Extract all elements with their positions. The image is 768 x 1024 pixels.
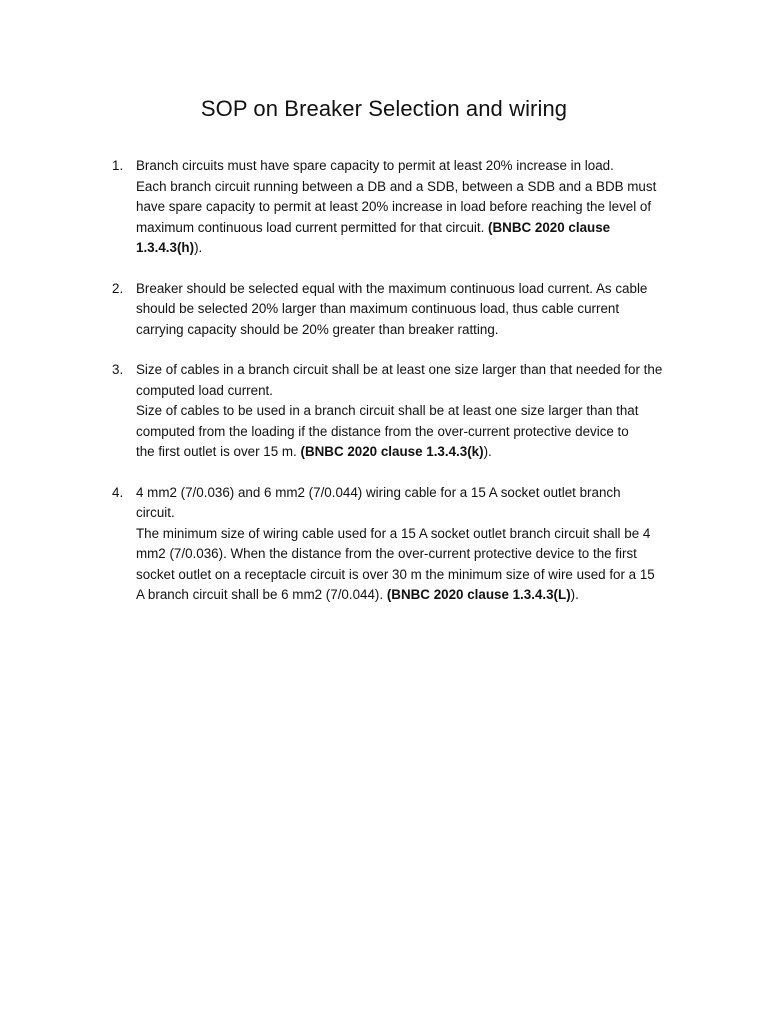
item-text-line: The minimum size of wiring cable used for a 15 A socket outlet branch circuit shall be 4: [136, 525, 651, 541]
item-text-line: [136, 442, 692, 463]
item-text-line: [136, 218, 692, 239]
item-text-line: computed load current.: [136, 382, 273, 398]
item-text-line: socket outlet on a receptacle circuit is over 30 m the minimum size of wire used for a 15: [136, 566, 655, 582]
item-text-line: 4 mm2 (7/0.036) and 6 mm2 (7/0.044) wiring cable for a 15 A socket outlet branch: [136, 484, 621, 500]
item-text-line: computed from the loading if the distance from the over-current protective device to: [136, 423, 629, 439]
item-text-line: Breaker should be selected equal with the maximum continuous load current. As cable: [136, 280, 648, 296]
page-title: SOP on Breaker Selection and wiring: [200, 96, 568, 121]
item-text-segment: maximum continuous load current permitted for that circuit.: [136, 219, 489, 235]
item-text-segment: ).: [194, 240, 203, 255]
list-item-2: [112, 279, 692, 341]
item-text-segment: ).: [570, 587, 579, 602]
item-text-line: Branch circuits must have spare capacity to permit at least 20% increase in load.: [136, 158, 614, 173]
sop-list: [112, 156, 692, 626]
item-text-line: circuit.: [136, 505, 175, 520]
item-text-line: Size of cables in a branch circuit shall be at least one size larger than that needed for the: [136, 362, 663, 377]
item-text-line: should be selected 20% larger than maximum continuous load, thus cable current: [136, 301, 620, 316]
item-text-line: have spare capacity to permit at least 20% increase in load before reaching the level of: [136, 199, 652, 214]
item-number: 4.: [112, 484, 124, 500]
item-text-segment: A branch circuit shall be 6 mm2 (7/0.044).: [136, 587, 387, 602]
item-text-line: Each branch circuit running between a DB and a SDB, between a SDB and a BDB must: [136, 178, 657, 194]
list-item-1: [112, 156, 692, 259]
item-text-line: Size of cables to be used in a branch circuit shall be at least one size larger than that: [136, 403, 639, 418]
item-text-line: [136, 585, 692, 606]
clause-reference: (BNBC 2020 clause 1.3.4.3(L): [386, 587, 571, 602]
item-text-line: mm2 (7/0.036). When the distance from the over-current protective device to the first: [136, 546, 637, 561]
clause-reference: 1.3.4.3(h): [136, 240, 195, 255]
item-number: 3.: [112, 362, 124, 377]
item-text-segment: the first outlet is over 15 m.: [136, 444, 301, 459]
item-number: 1.: [112, 158, 124, 173]
item-text-line: carrying capacity should be 20% greater than breaker ratting.: [136, 321, 499, 337]
item-number: 2.: [112, 280, 124, 296]
clause-reference: (BNBC 2020 clause: [488, 219, 611, 235]
clause-reference: (BNBC 2020 clause 1.3.4.3(k): [300, 444, 484, 459]
item-text-segment: ).: [483, 444, 492, 459]
list-item-3: [112, 360, 692, 463]
list-item-4: [112, 483, 692, 606]
item-text-line: [136, 238, 692, 259]
